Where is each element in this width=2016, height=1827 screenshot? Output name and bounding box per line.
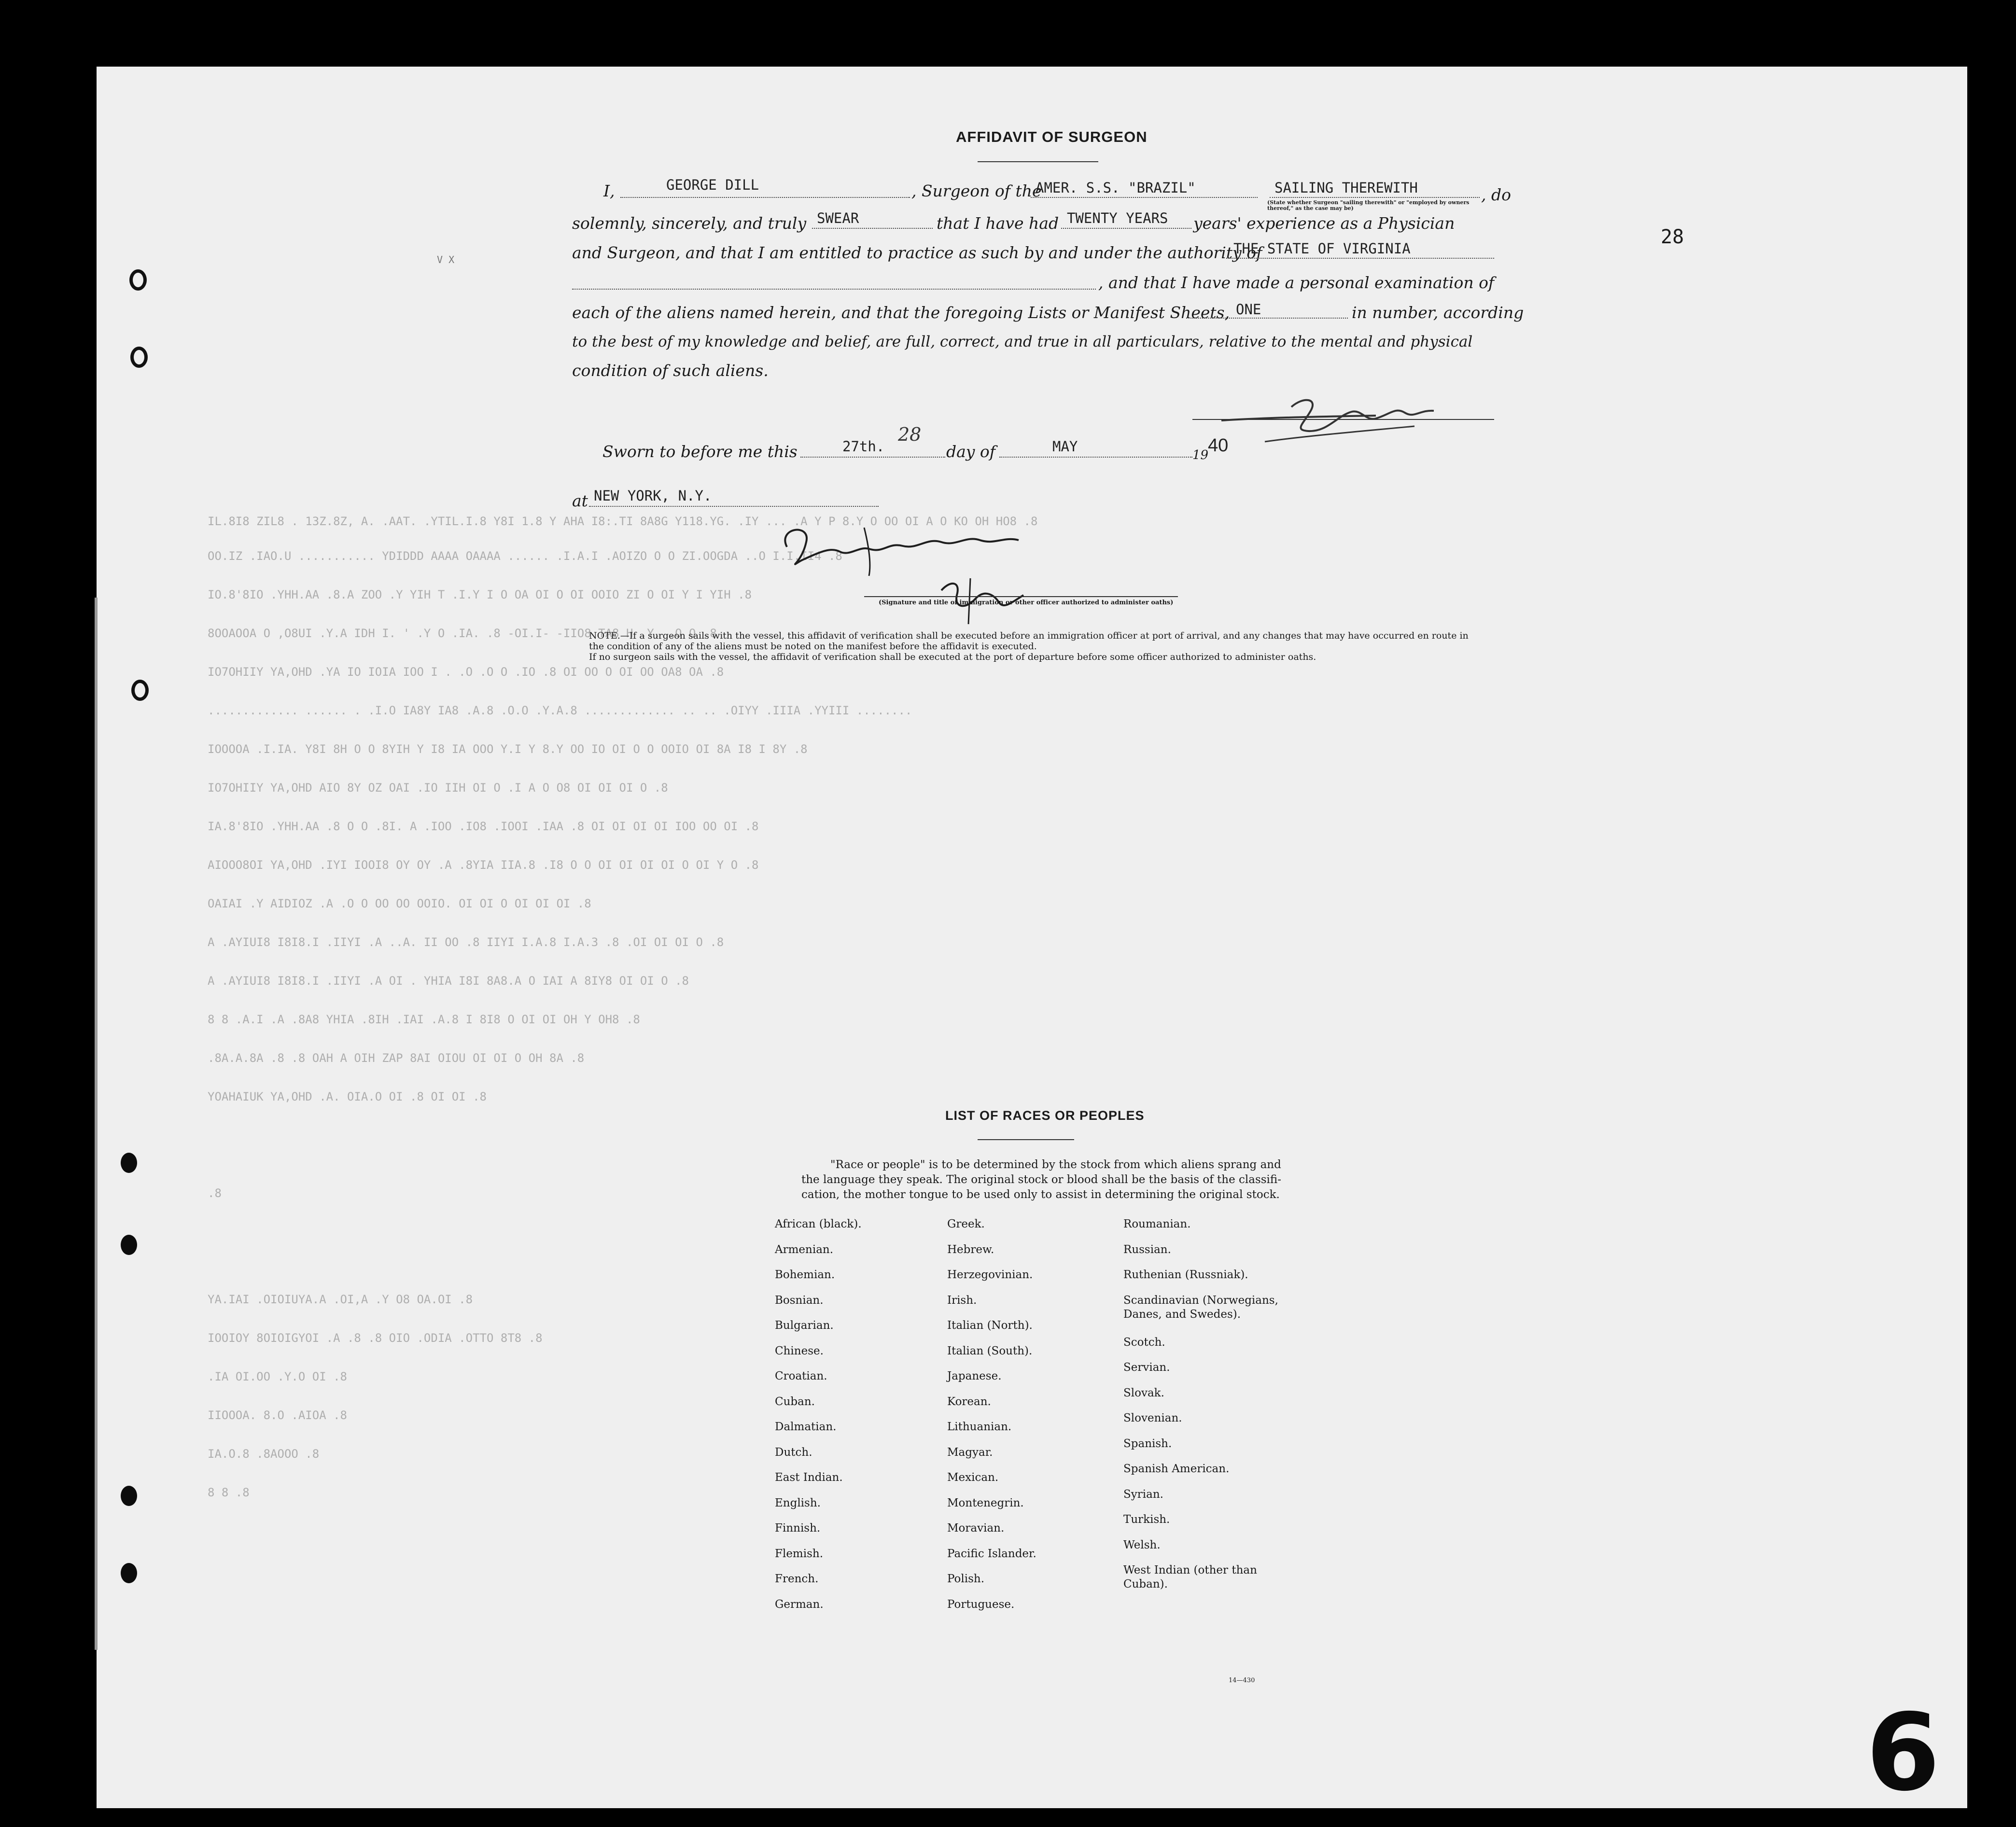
title-underline: [978, 161, 1098, 162]
race-item: Armenian.: [775, 1243, 834, 1256]
do-label: , do: [1481, 185, 1511, 204]
blank-line: [1270, 197, 1480, 198]
affidavit-sheet: IL.8I8 ZIL8 . 13Z.8Z, A. .AAT. .YTIL.I.8 Y8I 1.8 Y AHA I8:.TI 8A8G Y118.YG. .IY ... .A Y P 8.Y O OO OI A O KO OH HO8 .8 OO.IZ .IAO.U ........... YDIDDD AAAA OAAAA ...... .I.A.I .AOIZO O O ZI.OOGDA ..O I.I.II4 .8 IO.8'8IO .YHH.AA .8.A ZOO .Y YIH T .I.Y I O OA OI O OI OOIO ZI O OI Y I YIH .8 8OOAOOA O ,O8UI .Y.A IDH I. ' .Y O .IA. .8 -OI.I- -IIO8 TA8 H .Y. .O O .8 IO7OHIIY YA,OHD .YA IO IOIA IOO I . .O .O O .IO .8 OI OO O OI OO OA8 OA .8 ............. ...... . .I.O IA8Y IA8 .A.8 .O.O .Y.A.8 ............. .. .. .OIYY .IIIA .YYIII ........ IOOOOA .I.IA. Y8I 8H O O 8YIH Y I8 IA OOO Y.I Y 8.Y OO IO OI O O OOIO OI 8A I8 I 8Y .8 IO7OHIIY YA,OHD AIO 8Y OZ OAI .IO IIH OI O .I A O O8 OI OI OI O .8 IA.8'8IO .YHH.AA .8 O O .8I. A .IOO .IO8 .IOOI .IAA .8 OI OI OI OI IOO OO OI .8 AIOOO8OI YA,OHD .IYI IOOI8 OY OY .A .8YIA IIA.8 .I8 O O OI OI OI OI O OI Y O .8 OAIAI .Y AIDIOZ .A .O O OO OO OOIO. OI OI O OI OI OI .8 A .AYIUI8 I8I8.I .IIYI .A ..A. II OO .8 IIYI I.A.8 I.A.3 .8 .OI OI OI O .8 A .AYIUI8 I8I8.I .IIYI .A OI . YHIA I8I 8A8.A O IAI A 8IY8 OI OI O .8 8 8 .A.I .A .8A8 YHIA .8IH .IAI .A.8 I 8I8 O OI OI OH Y OH8 .8 .8A.A.8A .8 .8 OAH A OIH ZAP 8AI OIOU OI OI O OH 8A .8 YOAHAIUK YA,OHD .A. OIA.O OI .8 OI OI .8 .8 YA.IAI .OIOIUYA.A .OI,A .Y O8 OA.OI .8 IOOIOY 8OIOIGYOI .A .8 .8 OIO .ODIA .OTTO 8T8 .8 .IA OI.OO .Y.O OI .8 IIOOOA. 8.O .AIOA .8 IA.O.8 .8AOOO .8 8 8 .8 V X 28 AFFIDAVIT OF SURGEON I, GEORGE DILL , Surgeon of the AMER. S.S. "BRAZIL" SAILING THEREWITH (State whether Surgeon "sailing therewith" or "employed by owners thereof," as the case may be) , do solemnly, sincerely, and truly SWEAR that I have had TWENTY YEARS years' experience as a Physician and Surgeon, and that I am entitled to practice as such by and under the authority of THE STATE OF VIRGINIA , and that I have made a personal examination of each of the aliens named herein, and that the foregoing Lists or Manifest Sheets, ONE in number, according to the best of my knowledge and belief, are full, correct, and true in all particulars, relative to the mental and physical condition of such aliens. Sworn to before me this 27th. 28 day of MAY 19 40 at NEW YORK, N.Y. (Signature and title of immigration or other officer authorized to administer oaths) NOTE.—If a surgeon sails with the vessel, this affidavit of verification shall be executed before an immigration officer at port of arrival, and any changes that may have occurred en route in the condition of any of the aliens must be noted on the manifest before the affidavit is executed. If no surgeon sails with the vessel, the affidavit of verification shall be executed at the port of departure before some officer authorized to administer oaths. LIST OF RACES OR PEOPLES "Race or people" is to be determined by the stock from which aliens sprang and the language they speak. The original stock or blood shall be the basis of the classifi- cation, the mother tongue to be used only to assist in determining the original stock. African (black). Armenian. Bohemian. Bosnian. Bulgarian. Chinese. Croatian. Cuban. Dalmatian. Dutch. East Indian. English. Finnish. Flemish. French. German. Greek. Hebrew. Herzegovinian. Irish. Italian (North). Italian (South). Japanese. Korean. Lithuanian. Magyar. Mexican. Montenegrin. Moravian. Pacific Islander. Polish. Portuguese. Roumanian. Russian. Ruthenian (Russniak). Scandinavian (Norwegians, Danes, and Swedes). Scotch. Servian. Slovak. Slovenian. Spanish. Spanish American. Syrian. Turkish. Welsh. West Indian (other than Cuban). 14—430 9: [97, 67, 1967, 1808]
race-item: Italian (South).: [947, 1345, 1033, 1357]
page-number: 28: [1661, 226, 1684, 248]
blank-line: [620, 197, 910, 198]
race-item: Montenegrin.: [947, 1497, 1024, 1509]
race-item: Hebrew.: [947, 1243, 994, 1256]
races-title-underline: [978, 1139, 1074, 1140]
race-item: Moravian.: [947, 1522, 1005, 1534]
authority-label: and Surgeon, and that I am entitled to practice as such by and under the authority of: [572, 243, 1262, 262]
race-item: Servian.: [1123, 1361, 1170, 1374]
signature-line: [1192, 419, 1494, 420]
race-item: Magyar.: [947, 1446, 993, 1459]
race-item: Scandinavian (Norwegians,: [1123, 1294, 1278, 1307]
race-item: Russian.: [1123, 1243, 1171, 1256]
race-item: Cuban).: [1123, 1578, 1168, 1590]
blank-line: [1061, 228, 1191, 229]
year-prefix: 19: [1192, 448, 1209, 462]
race-item: Bulgarian.: [775, 1319, 834, 1332]
race-item: German.: [775, 1598, 824, 1611]
blank-line: [800, 457, 945, 458]
note-line-1: NOTE.—If a surgeon sails with the vessel, this affidavit of verification shall be executed before an immigration officer at port of arrival, and any changes that may have occurred en route in: [589, 630, 1469, 641]
race-item: French.: [775, 1573, 819, 1585]
month-field: MAY: [1052, 438, 1078, 455]
race-item: Scotch.: [1123, 1336, 1165, 1349]
sheet-count-field: ONE: [1236, 301, 1261, 318]
margin-mark: V X: [437, 254, 455, 265]
oath-field: SWEAR: [817, 210, 859, 226]
i-label: I,: [603, 181, 615, 200]
punch-hole-icon: [121, 1153, 137, 1173]
race-item: Turkish.: [1123, 1513, 1170, 1526]
examination-label: , and that I have made a personal examination of: [1098, 273, 1495, 292]
page-title: AFFIDAVIT OF SURGEON: [956, 128, 1148, 145]
race-item: Bosnian.: [775, 1294, 824, 1307]
punch-hole-icon: [121, 1486, 137, 1506]
officer-signature-line: [864, 596, 1178, 597]
races-intro-line: cation, the mother tongue to be used only to assist in determining the original stock.: [801, 1188, 1280, 1201]
race-item: Finnish.: [775, 1522, 821, 1534]
blank-line: [589, 506, 879, 507]
blank-line: [1226, 258, 1494, 259]
knowledge-label: to the best of my knowledge and belief, are full, correct, and true in all particulars, relative to the mental and physical: [572, 333, 1473, 350]
race-item: Flemish.: [775, 1548, 824, 1560]
race-item: Bohemian.: [775, 1269, 835, 1281]
races-intro-line: the language they speak. The original stock or blood shall be the basis of the classifi-: [801, 1173, 1282, 1186]
race-item: Danes, and Swedes).: [1123, 1308, 1241, 1321]
race-item: Chinese.: [775, 1345, 824, 1357]
race-item: Korean.: [947, 1395, 991, 1408]
punch-hole-icon: [129, 269, 147, 291]
officer-signature: [768, 518, 1106, 634]
sailing-status-field: SAILING THEREWITH: [1274, 180, 1418, 196]
aliens-label: each of the aliens named herein, and that the foregoing Lists or Manifest Sheets,: [572, 303, 1230, 322]
race-item: Ruthenian (Russniak).: [1123, 1269, 1248, 1281]
blank-line: [1031, 197, 1258, 198]
race-item: Cuban.: [775, 1395, 815, 1408]
surgeon-signature: [1192, 388, 1501, 446]
punch-hole-icon: [131, 680, 149, 701]
race-item: English.: [775, 1497, 821, 1509]
race-item: Polish.: [947, 1573, 985, 1585]
years-experience-label: years' experience as a Physician: [1193, 214, 1455, 233]
race-item: Italian (North).: [947, 1319, 1033, 1332]
race-item: Spanish American.: [1123, 1463, 1230, 1475]
blank-line: [572, 289, 1096, 290]
ship-name-field: AMER. S.S. "BRAZIL": [1036, 180, 1196, 196]
races-intro: [801, 1158, 1281, 1202]
sworn-day-field: 27th.: [842, 438, 885, 455]
race-item: Pacific Islander.: [947, 1548, 1036, 1560]
race-item: East Indian.: [775, 1471, 843, 1484]
authority-field: THE STATE OF VIRGINIA: [1233, 240, 1411, 257]
race-item: Mexican.: [947, 1471, 999, 1484]
surgeon-name-field: GEORGE DILL: [666, 177, 759, 193]
note-line-3: If no surgeon sails with the vessel, the affidavit of verification shall be executed at the port of departure before some officer authorized to administer oaths.: [589, 652, 1316, 662]
races-title: LIST OF RACES OR PEOPLES: [945, 1108, 1145, 1123]
officer-caption: (Signature and title of immigration or other officer authorized to administer oaths): [879, 599, 1174, 606]
race-item: African (black).: [775, 1218, 862, 1230]
sailing-hint: (State whether Surgeon "sailing therewith" or "employed by owners thereof," as the case may be): [1267, 199, 1470, 211]
race-item: Dutch.: [775, 1446, 812, 1459]
blank-line: [1186, 318, 1348, 319]
race-item: Greek.: [947, 1218, 985, 1230]
condition-label: condition of such aliens.: [572, 361, 769, 380]
races-intro-line: "Race or people" is to be determined by the stock from which aliens sprang and: [830, 1158, 1281, 1171]
place-field: NEW YORK, N.Y.: [594, 488, 712, 504]
blank-line: [812, 228, 933, 229]
surgeon-of-label: , Surgeon of the: [911, 181, 1042, 200]
page-edge: [95, 598, 98, 1650]
sworn-label: Sworn to before me this: [602, 442, 798, 461]
race-item: Slovak.: [1123, 1387, 1164, 1399]
corner-mark: 9: [1866, 1687, 1940, 1811]
race-item: Roumanian.: [1123, 1218, 1191, 1230]
race-item: Spanish.: [1123, 1437, 1172, 1450]
blank-line: [999, 457, 1192, 458]
race-item: Syrian.: [1123, 1488, 1163, 1501]
have-had-label: that I have had: [937, 214, 1059, 233]
race-item: Slovenian.: [1123, 1412, 1182, 1424]
form-code: 14—430: [1229, 1677, 1255, 1684]
punch-hole-icon: [130, 347, 148, 368]
years-field: TWENTY YEARS: [1067, 210, 1168, 226]
race-item: Croatian.: [775, 1370, 827, 1382]
race-item: West Indian (other than: [1123, 1564, 1257, 1576]
day-correction: 28: [898, 424, 922, 445]
day-of-label: day of: [946, 442, 996, 461]
punch-hole-icon: [121, 1235, 137, 1255]
note-line-2: the condition of any of the aliens must be noted on the manifest before the affidavit is executed.: [589, 641, 1037, 652]
race-item: Welsh.: [1123, 1539, 1161, 1551]
race-item: Irish.: [947, 1294, 977, 1307]
at-label: at: [572, 491, 588, 510]
race-item: Dalmatian.: [775, 1421, 837, 1433]
race-item: Portuguese.: [947, 1598, 1015, 1611]
race-item: Japanese.: [947, 1370, 1002, 1382]
race-item: Lithuanian.: [947, 1421, 1012, 1433]
race-item: Herzegovinian.: [947, 1269, 1033, 1281]
punch-hole-icon: [121, 1563, 137, 1583]
year-suffix: 40: [1208, 435, 1229, 456]
solemnly-label: solemnly, sincerely, and truly: [572, 214, 807, 233]
in-number-label: in number, according: [1352, 303, 1524, 322]
